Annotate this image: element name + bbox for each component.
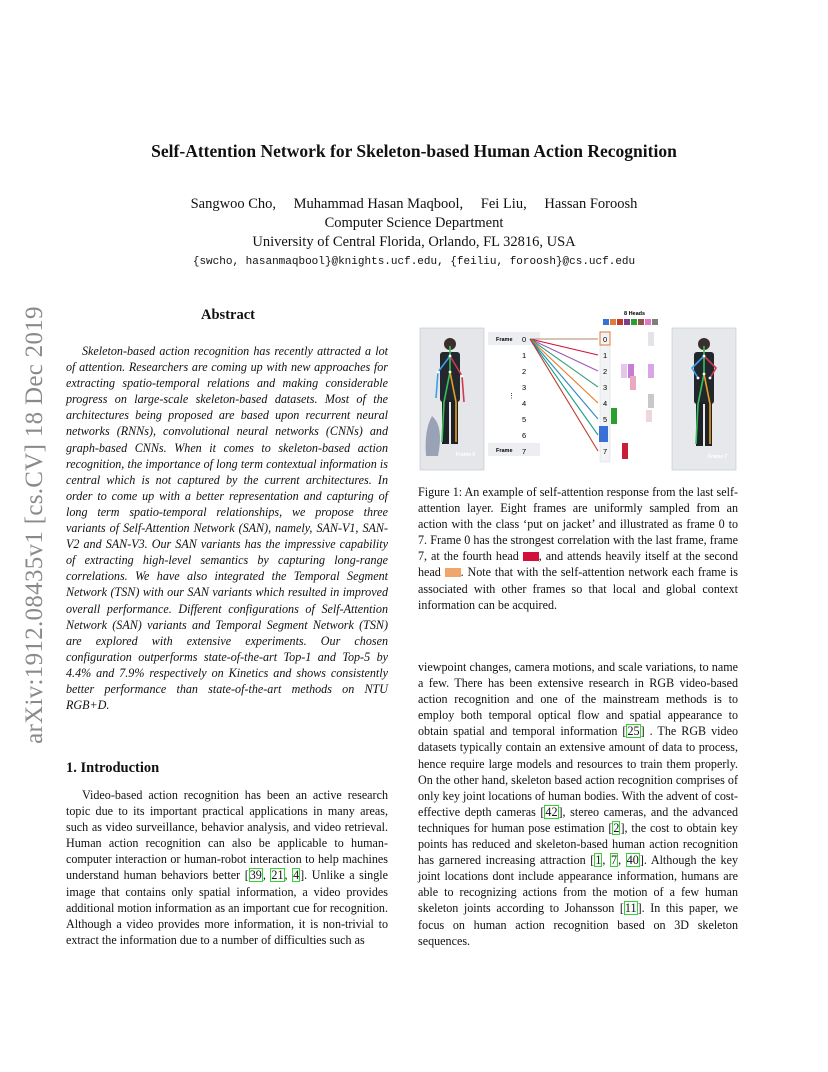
citation-link[interactable]: 40 bbox=[626, 853, 639, 868]
arxiv-side-stamp: arXiv:1912.08435v1 [cs.CV] 18 Dec 2019 bbox=[21, 306, 48, 744]
intro-paragraph: viewpoint changes, camera motions, and scale variations, to name a few. There has been extensive research in RGB video-based action recognition and one of the mainstream methods is to employ both temporal optical flow and spatial appearance to obtain spatial and temporal information [25] . The RGB video datasets typically contain an extensive amount of data to process, hence require large models and resources to train them properly. On the other hand, skeleton based action recognition comprises of only key joint locations of human bodies. With the advent of cost-effective depth cameras [42], stereo cameras, and the advanced techniques for human pose estimation [2], the cost to obtain key points has reduced and skeleton-based human action recognition has garnered increasing attraction [1, 7, 40]. Although the key joint locations dont include appearance information, humans are able to recognizing actions from the motion of a few human skeleton joints according to Johansson [11]. In this paper, we focus on human action recognition based on 3D skeleton sequences. bbox=[418, 660, 739, 948]
second-head-color-swatch bbox=[445, 568, 461, 577]
frame-number-right: 1 bbox=[603, 351, 608, 360]
frame-number-left: 3 bbox=[522, 383, 527, 392]
frame-0-photo bbox=[420, 328, 484, 470]
author-emails: {swcho, hasanmaqbool}@knights.ucf.edu, {feiliu, foroosh}@cs.ucf.edu bbox=[192, 256, 636, 268]
head-color-cell bbox=[638, 319, 644, 325]
head-color-cell bbox=[624, 319, 630, 325]
head-color-cell bbox=[652, 319, 658, 325]
affiliation-university: University of Central Florida, Orlando, FL 32816, USA bbox=[252, 234, 576, 250]
author-name: Hassan Foroosh bbox=[544, 196, 638, 212]
head-color-strip bbox=[603, 319, 658, 325]
frame-label-bottom: Frame bbox=[496, 448, 513, 454]
frame-number-column-left bbox=[522, 335, 526, 456]
citation-link[interactable]: 39 bbox=[249, 868, 262, 883]
frame-number-left: 4 bbox=[522, 399, 527, 408]
citation-link[interactable]: 25 bbox=[627, 724, 640, 739]
frame-number-left: 1 bbox=[522, 351, 527, 360]
head-color-cell bbox=[645, 319, 651, 325]
citation-link[interactable]: 21 bbox=[271, 868, 284, 883]
head-color-cell bbox=[617, 319, 623, 325]
frame-7-photo-label: Frame 7 bbox=[708, 454, 728, 460]
attention-lines bbox=[530, 339, 598, 451]
head-color-cell bbox=[603, 319, 609, 325]
frame-0-photo-label: Frame 0 bbox=[456, 452, 476, 458]
figure-1-attention-diagram bbox=[418, 306, 738, 474]
abstract-heading: Abstract bbox=[201, 307, 255, 323]
abstract-body bbox=[66, 343, 388, 713]
frame-label-top: Frame bbox=[496, 337, 513, 343]
author-list bbox=[0, 196, 828, 213]
frame-number-left: 0 bbox=[522, 335, 527, 344]
ellipsis-mark: ⋮ bbox=[508, 393, 515, 400]
attention-line bbox=[530, 339, 598, 451]
abstract-paragraph: Skeleton-based action recognition has recently attracted a lot of attention. Researchers are coming up with new approaches for extracting spatio-temporal relations and making considerable progress on large-scale skeleton-based datasets. Most of the architectures being proposed are based upon recurrent neural networks (RNNs), convolutional neural networks (CNNs) and graph-based CNNs. When it comes to skeleton-based action recognition, the importance of long term contextual information is central which is not captured by the current architectures. In order to come up with a better representation and capturing of long term spatio-temporal relationships, we propose three variants of Self-Attention Network (SAN), namely, SAN-V1, SAN-V2 and SAN-V3. Our SAN variants has the impressive capability of extracting high-level semantics by capturing long-range correlations. We have also integrated the Temporal Segment Network (TSN) with our SAN variants which resulted in improved overall performance. Different configurations of Self-Attention Network (SAN) variants and Temporal Segment Network (TSN) are explored with extensive experiments. Our chosen configuration outperforms state-of-the-art Top-1 and Top-5 by 4.4% and 7.9% respectively on Kinetics and shows consistently better performance than state-of-the-art methods on NTU RGB+D. bbox=[66, 344, 388, 713]
frame-number-left: 6 bbox=[522, 431, 527, 440]
frame-number-right: 0 bbox=[603, 335, 608, 344]
attention-line bbox=[530, 339, 598, 419]
citation-link[interactable]: 11 bbox=[624, 901, 637, 916]
author-name: Muhammad Hasan Maqbool, bbox=[293, 196, 464, 212]
author-name: Sangwoo Cho, bbox=[190, 196, 276, 212]
frame-number-left: 2 bbox=[522, 367, 527, 376]
citation-link[interactable]: 4 bbox=[293, 868, 300, 883]
citation-link[interactable]: 42 bbox=[545, 804, 558, 819]
section-heading-introduction: 1. Introduction bbox=[66, 760, 160, 776]
frame-number-right: 3 bbox=[603, 383, 608, 392]
heads-label: 8 Heads bbox=[624, 311, 646, 317]
caption-paragraph: Figure 1: An example of self-attention response from the last self-attention layer. Eight frames are uniformly sampled from an action with the class ‘put on jacket’ and illustrated as frame 0 to 7. Frame 0 has the strongest correlation with the last frame, frame 7, at the fourth head , and attends heavily itself at the second head . Note that with the self-attention network each frame is associated with other frames so that local and global context information can be acquired. bbox=[418, 485, 738, 612]
attention-map bbox=[621, 332, 654, 459]
figure-1-caption bbox=[418, 484, 738, 613]
frame-7-photo bbox=[672, 328, 736, 470]
affiliation-dept: Computer Science Department bbox=[324, 215, 504, 231]
attention-line bbox=[530, 339, 598, 403]
author-name: Fei Liu, bbox=[480, 196, 527, 212]
intro-paragraph: Video-based action recognition has been an active research topic due to its important practical applications in many areas, such as video surveillance, behavior analysis, and video retrieval. Human action recognition can also be applicable to human-computer interaction or human-robot interaction to help machines understand human behaviors better [39, 21, 4]. Unlike a single image that contains only spatial information, a video provides additional motion information as an important cue for recognition. Although a video provides more information, it is non-trivial to extract the information due to a number of difficulties such as bbox=[66, 788, 389, 947]
frame-number-left: 7 bbox=[522, 447, 527, 456]
fourth-head-color-swatch bbox=[523, 552, 539, 561]
frame-number-left: 5 bbox=[522, 415, 527, 424]
head-color-cell bbox=[631, 319, 637, 325]
citation-link[interactable]: 2 bbox=[613, 820, 620, 835]
introduction-column-left bbox=[66, 787, 388, 948]
paper-title: Self-Attention Network for Skeleton-based Human Action Recognition bbox=[151, 141, 677, 161]
attention-line bbox=[530, 339, 598, 435]
frame-number-right: 7 bbox=[603, 447, 608, 456]
citation-link[interactable]: 7 bbox=[611, 853, 618, 868]
citation-link[interactable]: 1 bbox=[595, 853, 602, 868]
introduction-column-right bbox=[418, 659, 738, 949]
frame-number-right: 5 bbox=[603, 415, 608, 424]
frame-number-right: 4 bbox=[603, 399, 608, 408]
frame-number-right: 2 bbox=[603, 367, 608, 376]
head-color-cell bbox=[610, 319, 616, 325]
